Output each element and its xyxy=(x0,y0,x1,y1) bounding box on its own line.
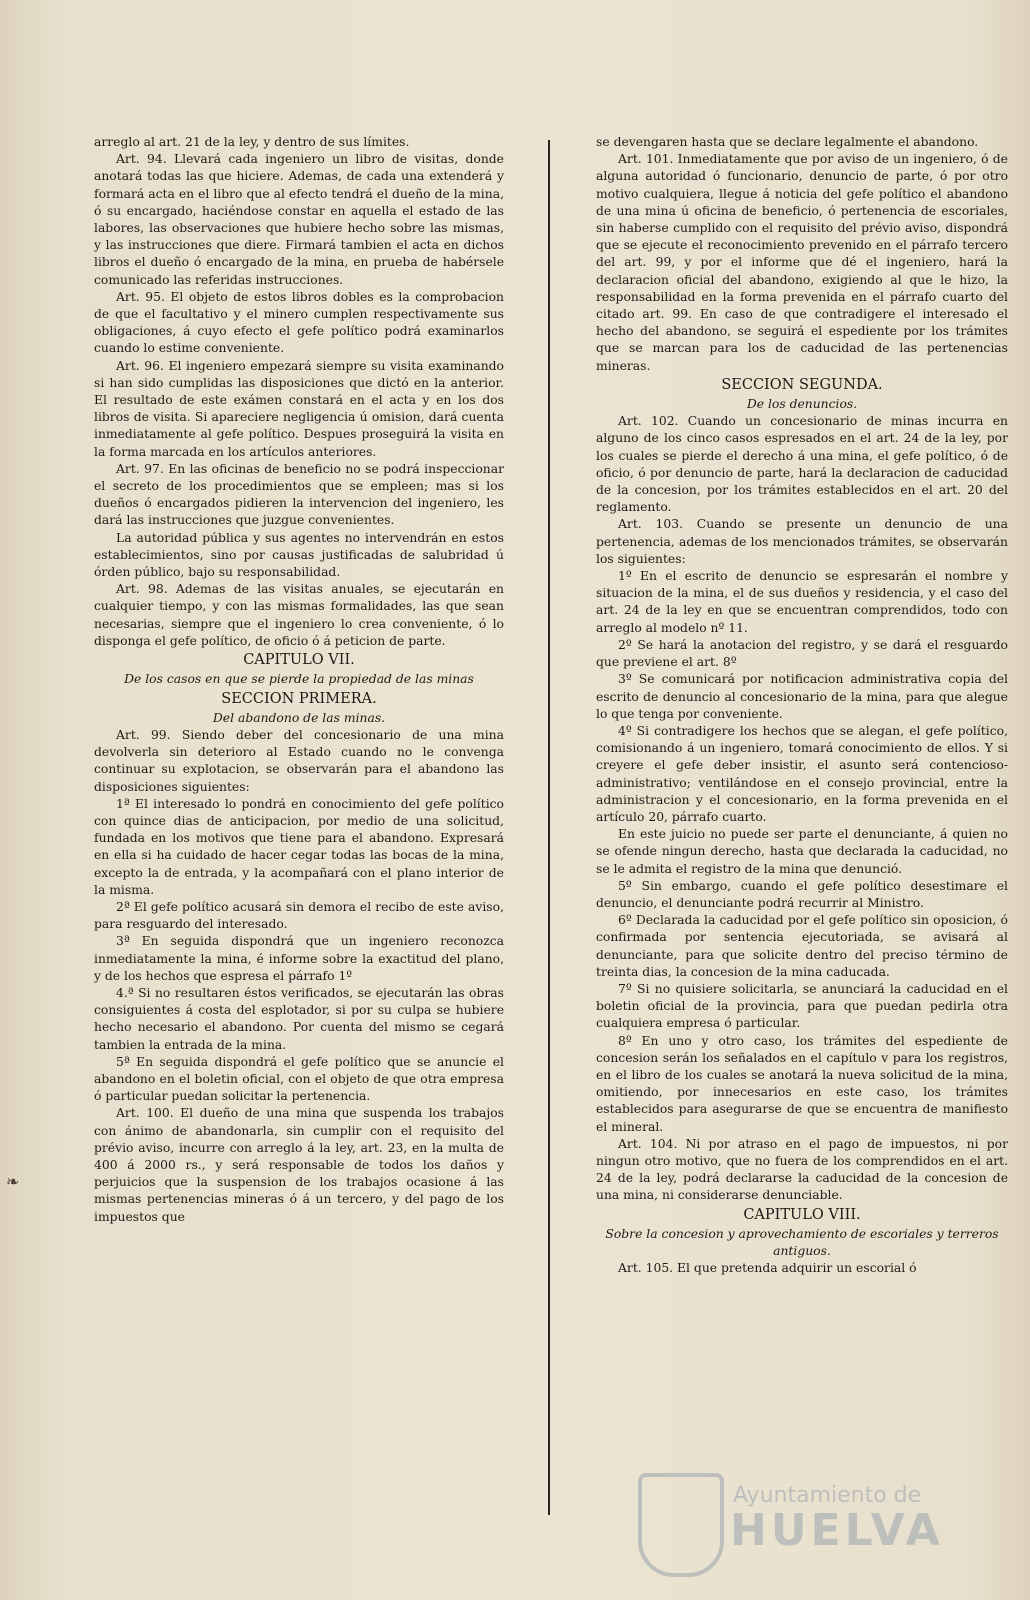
paragraph: Art. 99. Siendo deber del concesionario de una mina devolverla sin deterioro al Estado cuando no le convenga continuar su explotacion, se observarán para el abandono las disposiciones siguientes: xyxy=(94,727,504,794)
paragraph: Art. 95. El objeto de estos libros dobles es la comprobacion de que el facultativo y el minero cumplen respectivamente sus obligaciones, á cuyo efecto el gefe político podrá examinarlos cuando lo estime conveniente. xyxy=(94,289,504,356)
watermark-top-text: Ayuntamiento de xyxy=(733,1483,922,1508)
paragraph: 1º En el escrito de denuncio se espresarán el nombre y situacion de la mina, el de sus dueños y residencia, y el caso del art. 24 de la ley en que se encuentran comprendidos, todo con arreglo al modelo nº 11. xyxy=(596,569,1008,635)
paragraph: 8º En uno y otro caso, los trámites del espediente de concesion serán los señalados en el capítulo v para los registros, en el libro de los cuales se anotará la nueva solicitud de la mina, omitiendo, por innecesarios en este caso, los trámites establecidos para asegurarse de que se encuentra de manifiesto el mineral. xyxy=(596,1033,1008,1134)
paragraph: Art. 94. Llevará cada ingeniero un libro de visitas, donde anotará todas las que hiciere. Ademas, de cada una extenderá y formará acta en el libro que al efecto tendrá el dueño de la mina, ó su encargado, haciéndose constar en aquella el estado de las labores, las observaciones que hubiere hecho sobre las mismas, y las instrucciones que diere. Firmará tambien el acta en dichos libros el dueño ó encargado de la mina, en prueba de habérsele comunicado las referidas instrucciones. xyxy=(94,152,504,287)
paragraph: 3ª En seguida dispondrá que un ingeniero reconozca inmediatamente la mina, é informe sobre la exactitud del plano, y de los hechos que espresa el párrafo 1º xyxy=(94,934,504,983)
watermark-main-text: HUELVA xyxy=(730,1505,944,1556)
ink-blot-icon: ❧ xyxy=(6,1172,20,1191)
section-heading: SECCION PRIMERA. xyxy=(221,690,377,707)
paragraph: Art. 97. En las oficinas de beneficio no se podrá inspeccionar el secreto de los procedimientos que se empleen; mas si los dueños ó encargados pidieren la intervencion del ingeniero, les dará las instrucciones que juzgue convenientes. xyxy=(94,461,504,528)
paragraph: 2º Se hará la anotacion del registro, y se dará el resguardo que previene el art. 8º xyxy=(596,637,1008,670)
paragraph: 4º Si contradigere los hechos que se alegan, el gefe político, comisionando á un ingeniero, tomará conocimiento de ellos. Y si creyere el gefe deber insistir, el asunto será contencioso-administrativo; ventilándose en el consejo provincial, entre la administracion y el concesionario, en la forma prevenida en el artículo 20, párrafo cuarto. xyxy=(596,723,1008,824)
paragraph: Art. 101. Inmediatamente que por aviso de un ingeniero, ó de alguna autoridad ó funcionario, denuncio de parte, ó por otro motivo cualquiera, llegue á noticia del gefe político el abandono de una mina ú oficina de beneficio, ó pertenencia de escoriales, sin haberse cumplido con el requisito del prévio aviso, dispondrá que se ejecute el reconocimiento prevenido en el párrafo tercero del art. 99, y por el informe que dé el ingeniero, hará la declaracion oficial del abandono, exigiendo al que le hizo, la responsabilidad en la forma prevenida en el párrafo cuarto del citado art. 99. En caso de que contradigere el interesado el hecho del abandono, se seguirá el espediente por los trámites que se marcan para los de caducidad de las pertenencias mineras. xyxy=(596,152,1008,373)
paragraph: Art. 96. El ingeniero empezará siempre su visita examinando si han sido cumplidas las disposiciones que dictó en la anterior. El resultado de este exámen constará en el acta y en los dos libros de visita. Si apareciere negligencia ú omision, dará cuenta inmediatamente al gefe político. Despues proseguirá la visita en la forma marcada en los artículos anteriores. xyxy=(94,358,504,459)
paragraph: 5ª En seguida dispondrá el gefe político que se anuncie el abandono en el boletin oficial, con el objeto de que otra empresa ó particular puedan solicitar la pertenencia. xyxy=(94,1054,504,1104)
section-heading: CAPITULO VII. xyxy=(243,652,355,669)
paragraph: 6º Declarada la caducidad por el gefe político sin oposicion, ó confirmada por sentencia ejecutoriada, se avisará al denunciante, para que solicite dentro del preciso término de treinta dias, la concesion de la mina caducada. xyxy=(596,913,1008,979)
paragraph: Art. 98. Ademas de las visitas anuales, se ejecutarán en cualquier tiempo, y con las mismas formalidades, las que sean necesarias, siempre que el ingeniero lo crea conveniente, ó lo disponga el gefe político, de oficio ó á peticion de parte. xyxy=(94,582,504,648)
paragraph: 3º Se comunicará por notificacion administrativa copia del escrito de denuncio al concesionario de la mina, para que alegue lo que tenga por conveniente. xyxy=(596,672,1008,721)
watermark xyxy=(618,1455,1018,1595)
paragraph: La autoridad pública y sus agentes no intervendrán en estos establecimientos, sino por causas justificadas de salubridad ú órden público, bajo su responsabilidad. xyxy=(94,530,504,580)
paragraph: 7º Si no quisiere solicitarla, se anunciará la caducidad en el boletin oficial de la provincia, para que puedan pedirla otra cualquiera empresa ó particular. xyxy=(596,981,1008,1031)
section-heading: SECCION SEGUNDA. xyxy=(721,376,883,393)
left-column xyxy=(94,134,504,1226)
paragraph: En este juicio no puede ser parte el denunciante, á quien no se ofende ningun derecho, hasta que declarada la caducidad, no se le admita el registro de la mina que denunció. xyxy=(596,827,1008,876)
coat-of-arms-icon xyxy=(638,1473,724,1577)
section-subtitle: De los denuncios. xyxy=(746,397,858,412)
paragraph: 4.ª Si no resultaren éstos verificados, se ejecutarán las obras consiguientes á costa del esplotador, si por su culpa se hubiere hecho necesario el abandono. Por cuenta del mismo se cegará tambien la entrada de la mina. xyxy=(94,985,504,1052)
section-subtitle: De los casos en que se pierde la propiedad de las minas xyxy=(124,672,474,687)
paragraph: Art. 105. El que pretenda adquirir un escorial ó xyxy=(618,1261,917,1276)
paragraph: Art. 100. El dueño de una mina que suspenda los trabajos con ánimo de abandonarla, sin cumplir con el requisito del prévio aviso, incurre con arreglo á la ley, art. 23, en la multa de 400 á 2000 rs., y será responsable de todos los daños y perjuicios que la suspension de los trabajos ocasione á las mismas pertenencias mineras ó á un tercero, y del pago de los impuestos que xyxy=(94,1106,504,1224)
paragraph: 2ª El gefe político acusará sin demora el recibo de este aviso, para resguardo del interesado. xyxy=(94,899,504,932)
right-column xyxy=(596,134,1008,1277)
section-subtitle: Sobre la concesion y aprovechamiento de escoriales y terreros antiguos. xyxy=(605,1226,999,1258)
paragraph: se devengaren hasta que se declare legalmente el abandono. xyxy=(596,135,979,149)
paragraph: 5º Sin embargo, cuando el gefe político desestimare el denuncio, el denunciante podrá recurrir al Ministro. xyxy=(596,878,1008,910)
paragraph: Art. 104. Ni por atraso en el pago de impuestos, ni por ningun otro motivo, que no fuera de los comprendidos en el art. 24 de la ley, podrá declararse la caducidad de la concesion de una mina, ni considerarse denunciable. xyxy=(596,1136,1008,1203)
paragraph: 1ª El interesado lo pondrá en conocimiento del gefe político con quince dias de anticipacion, por medio de una solicitud, fundada en los motivos que tiene para el abandono. Expresará en ella si ha cuidado de hacer cegar todas las bocas de la mina, excepto la de entrada, y la acompañará con el plano interior de la misma. xyxy=(94,796,504,897)
column-divider xyxy=(548,140,550,1515)
section-heading: CAPITULO VIII. xyxy=(743,1206,861,1223)
section-subtitle: Del abandono de las minas. xyxy=(212,710,386,725)
paragraph: arreglo al art. 21 de la ley, y dentro de sus límites. xyxy=(94,135,410,149)
paragraph: Art. 102. Cuando un concesionario de minas incurra en alguno de los cinco casos espresados en el art. 24 de la ley, por los cuales se pierde el derecho á una mina, el gefe político, ó de oficio, ó por denuncio de parte, hará la declaracion de caducidad de la concesion, por los trámites establecidos en el art. 20 del reglamento. xyxy=(596,414,1008,515)
paragraph: Art. 103. Cuando se presente un denuncio de una pertenencia, ademas de los mencionados trámites, se observarán los siguientes: xyxy=(596,517,1008,566)
